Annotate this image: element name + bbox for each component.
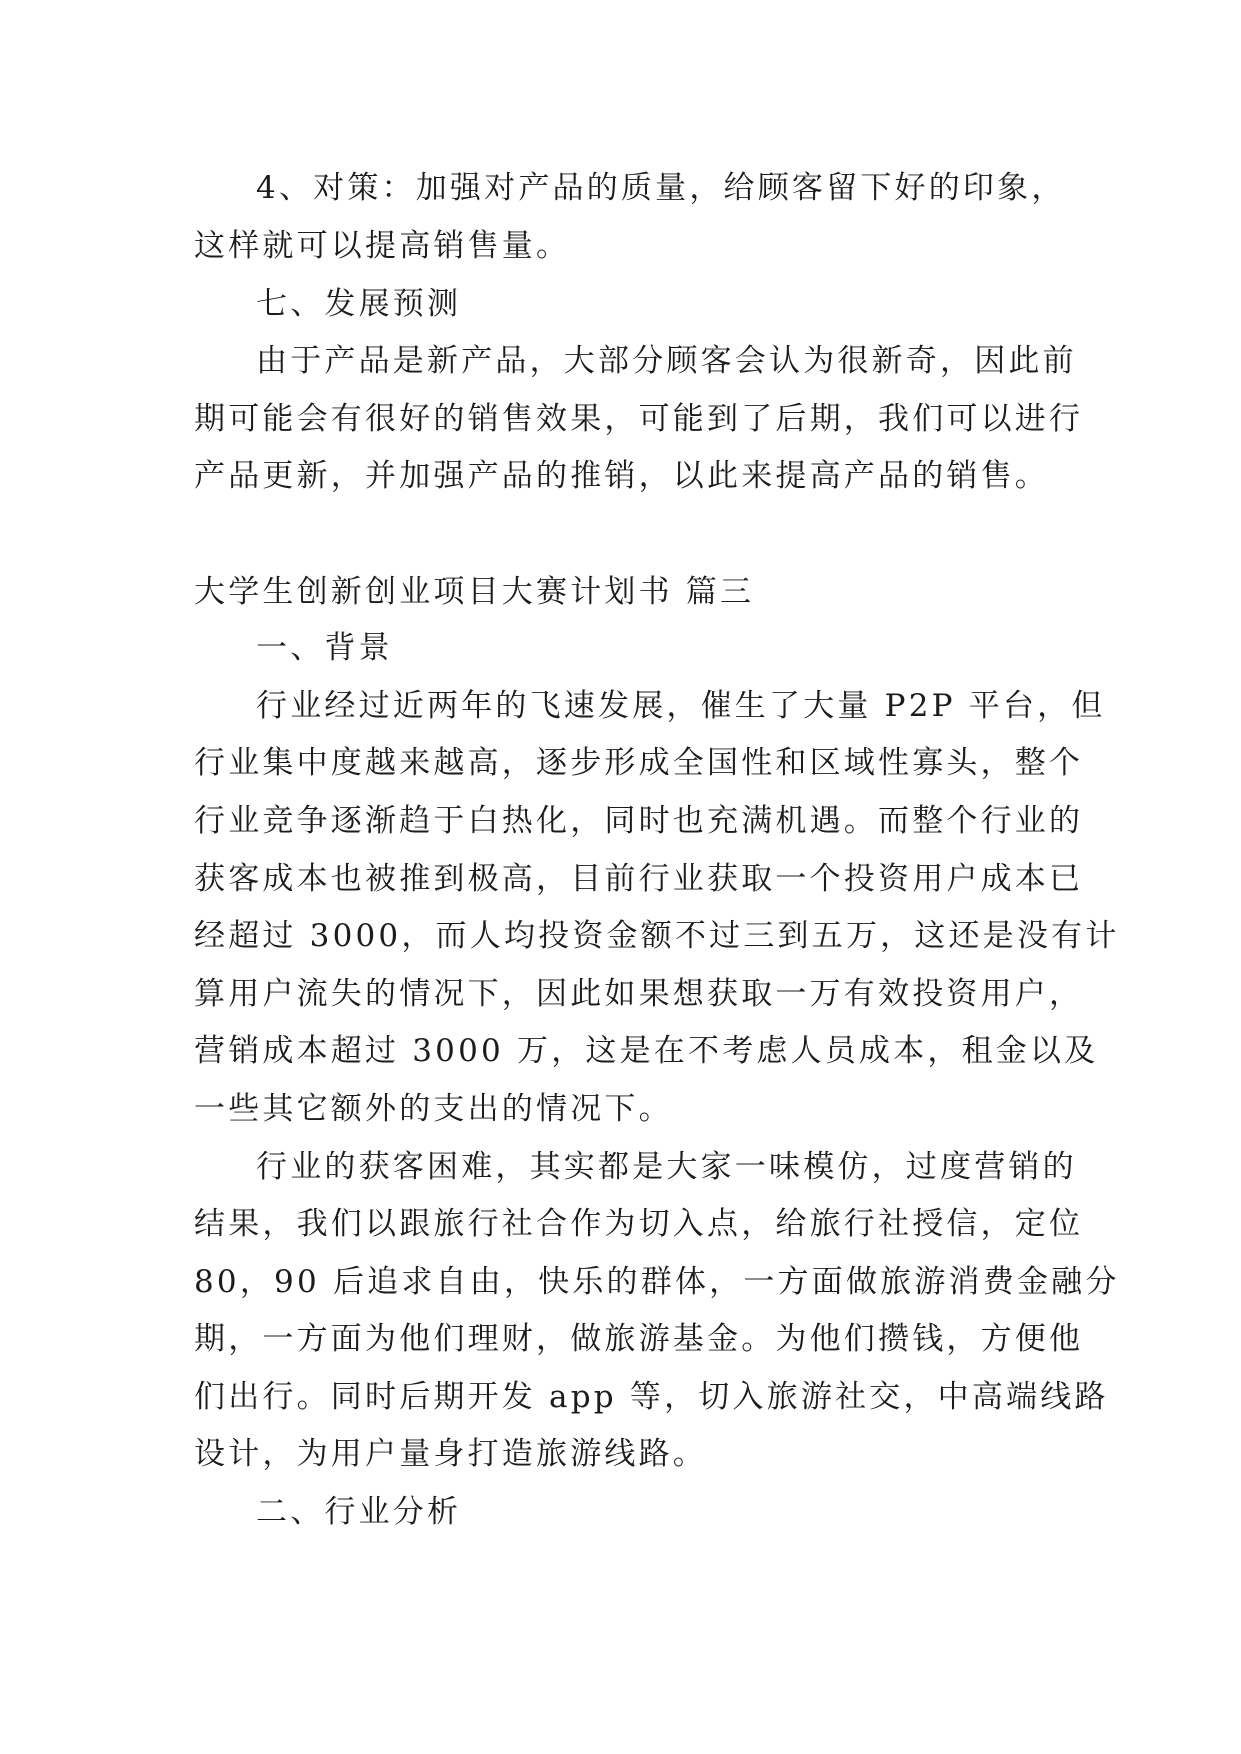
paragraph-line: 这样就可以提高销售量。 bbox=[194, 228, 571, 264]
paragraph-line: 们出行。同时后期开发 app 等，切入旅游社交，中高端线路 bbox=[194, 1379, 1109, 1415]
paragraph-line: 营销成本超过 3000 万，这是在不考虑人员成本，租金以及 bbox=[194, 1033, 1099, 1069]
paragraph-line: 行业经过近两年的飞速发展，催生了大量 P2P 平台，但 bbox=[256, 688, 1106, 724]
paragraph-line: 4、对策：加强对产品的质量，给顾客留下好的印象， bbox=[256, 170, 1066, 206]
paragraph-line: 行业的获客困难，其实都是大家一味模仿，过度营销的 bbox=[256, 1149, 1077, 1185]
paragraph-line: 期，一方面为他们理财，做旅游基金。为他们攒钱，方便他 bbox=[194, 1321, 1084, 1357]
section-heading: 二、行业分析 bbox=[256, 1494, 462, 1530]
paragraph-line: 一些其它额外的支出的情况下。 bbox=[194, 1091, 673, 1127]
section-heading: 七、发展预测 bbox=[256, 286, 462, 322]
paragraph-line: 设计，为用户量身打造旅游线路。 bbox=[194, 1436, 707, 1472]
paragraph-line: 算用户流失的情况下，因此如果想获取一万有效投资用户， bbox=[194, 976, 1084, 1012]
paragraph-line: 80，90 后追求自由，快乐的群体，一方面做旅游消费金融分 bbox=[194, 1264, 1120, 1300]
paragraph-line: 由于产品是新产品，大部分顾客会认为很新奇，因此前 bbox=[256, 343, 1077, 379]
paragraph-line: 期可能会有很好的销售效果，可能到了后期，我们可以进行 bbox=[194, 401, 1084, 437]
section-heading: 一、背景 bbox=[256, 630, 393, 666]
document-title: 大学生创新创业项目大赛计划书 篇三 bbox=[194, 574, 755, 610]
paragraph-line: 结果，我们以跟旅行社合作为切入点，给旅行社授信，定位 bbox=[194, 1206, 1084, 1242]
paragraph-line: 行业竞争逐渐趋于白热化，同时也充满机遇。而整个行业的 bbox=[194, 803, 1084, 839]
paragraph-line: 行业集中度越来越高，逐步形成全国性和区域性寡头，整个 bbox=[194, 745, 1084, 781]
paragraph-line: 经超过 3000，而人均投资金额不过三到五万，这还是没有计 bbox=[194, 918, 1120, 954]
paragraph-line: 获客成本也被推到极高，目前行业获取一个投资用户成本已 bbox=[194, 861, 1084, 897]
paragraph-line: 产品更新，并加强产品的推销，以此来提高产品的销售。 bbox=[194, 458, 1049, 494]
